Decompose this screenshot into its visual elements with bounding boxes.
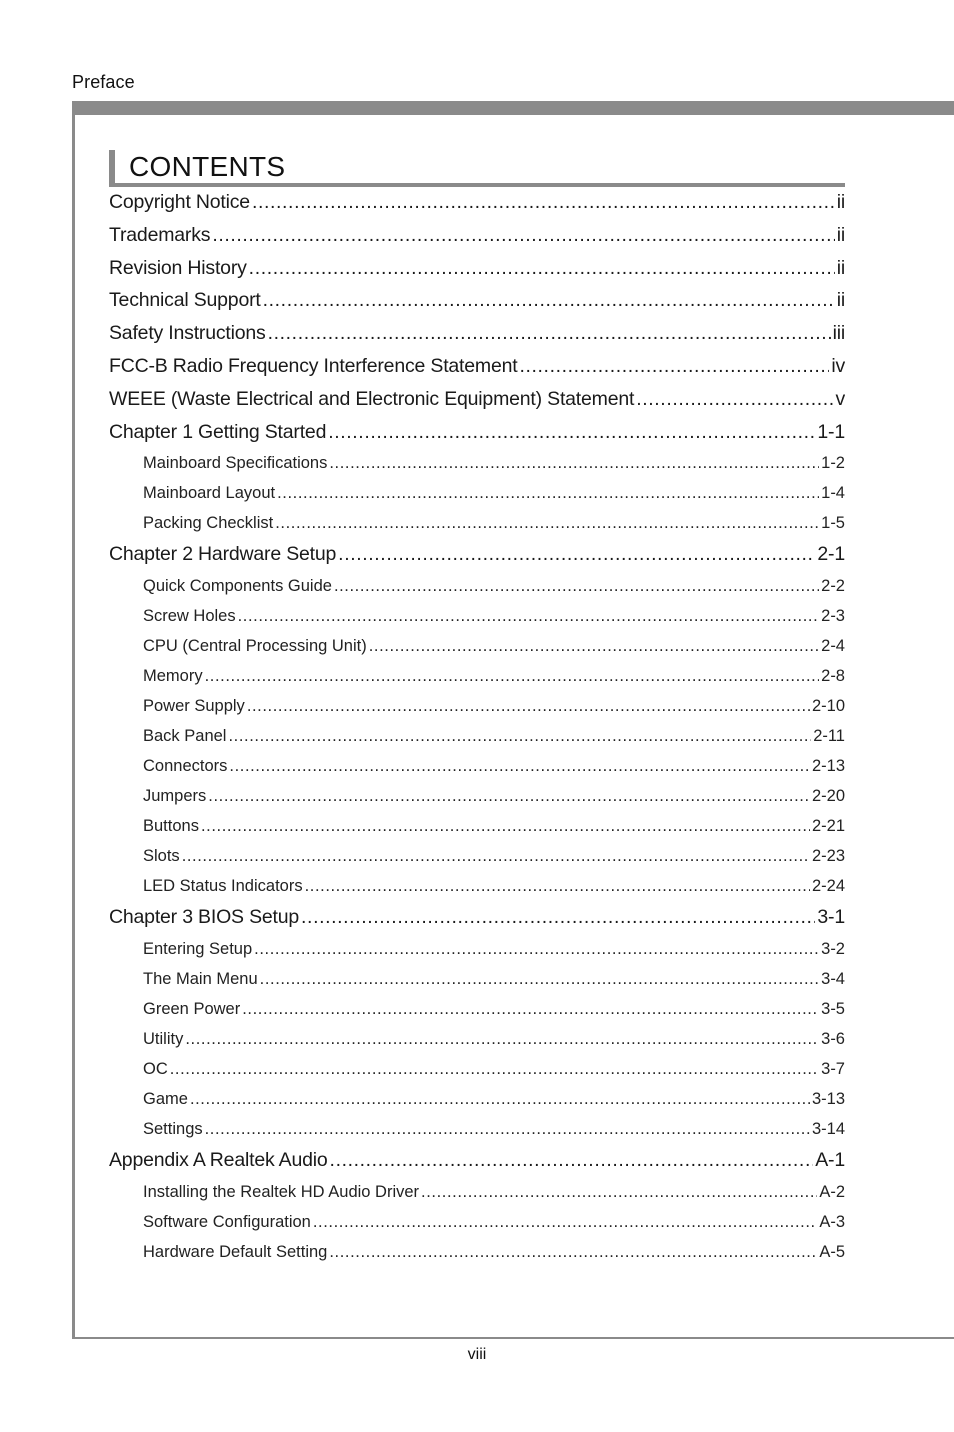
toc-entry-label: Chapter 3 BIOS Setup (109, 906, 300, 929)
dot-leader (305, 871, 810, 901)
header-rule (72, 101, 954, 115)
toc-chapter[interactable] (109, 538, 845, 571)
toc-entry-label: Connectors (143, 757, 228, 776)
dot-leader (329, 1237, 817, 1267)
contents-heading (109, 150, 845, 188)
dot-leader (242, 994, 819, 1024)
toc-subsection[interactable] (143, 721, 845, 751)
table-of-contents (109, 186, 845, 1267)
toc-entry-page: 2-11 (813, 727, 845, 746)
toc-entry-label: Green Power (143, 999, 241, 1018)
toc-subsection[interactable] (143, 571, 845, 601)
dot-leader (338, 538, 815, 571)
toc-chapter[interactable] (109, 901, 845, 934)
toc-entry-label: Revision History (109, 256, 247, 279)
dot-leader (249, 252, 835, 285)
toc-entry-label: Hardware Default Setting (143, 1242, 328, 1261)
toc-entry-page: A-5 (819, 1242, 845, 1261)
toc-entry-label: Mainboard Layout (143, 484, 276, 503)
toc-section[interactable] (109, 252, 845, 285)
toc-section[interactable] (109, 383, 845, 416)
toc-subsection[interactable] (143, 661, 845, 691)
toc-entry-page: 2-23 (811, 847, 845, 866)
toc-entry-page: 2-2 (821, 577, 845, 596)
page-title: CONTENTS (129, 151, 286, 182)
toc-entry-page: 2-21 (811, 817, 845, 836)
toc-section[interactable] (109, 317, 845, 350)
toc-entry-page: 3-5 (821, 999, 845, 1018)
toc-entry-page: 3-2 (821, 939, 845, 958)
dot-leader (369, 631, 819, 661)
toc-entry-label: Utility (143, 1029, 184, 1048)
toc-subsection[interactable] (143, 508, 845, 538)
dot-leader (328, 416, 815, 449)
toc-entry-label: Chapter 2 Hardware Setup (109, 543, 337, 566)
dot-leader (252, 186, 835, 219)
dot-leader (301, 901, 815, 934)
toc-entry-label: Packing Checklist (143, 514, 274, 533)
toc-entry-page: 2-4 (821, 637, 845, 656)
toc-subsection[interactable] (143, 1024, 845, 1054)
dot-leader (182, 841, 810, 871)
toc-entry-page: 2-13 (811, 757, 845, 776)
toc-subsection[interactable] (143, 478, 845, 508)
toc-entry-page: 1-1 (817, 420, 845, 443)
dot-leader (330, 1144, 814, 1177)
toc-entry-label: Screw Holes (143, 607, 236, 626)
toc-subsection[interactable] (143, 811, 845, 841)
toc-subsection[interactable] (143, 1084, 845, 1114)
toc-entry-page: 1-4 (821, 484, 845, 503)
toc-entry-page: ii (836, 223, 845, 246)
toc-subsection[interactable] (143, 934, 845, 964)
toc-subsection[interactable] (143, 601, 845, 631)
toc-entry-label: CPU (Central Processing Unit) (143, 637, 367, 656)
toc-entry-page: ii (836, 191, 845, 213)
toc-entry-label: Installing the Realtek HD Audio Driver (143, 1182, 420, 1201)
toc-entry-label: Slots (143, 847, 180, 866)
toc-subsection[interactable] (143, 691, 845, 721)
left-margin-rule (72, 101, 75, 1339)
page-number: viii (467, 1346, 487, 1363)
dot-leader (277, 478, 819, 508)
toc-section[interactable] (109, 284, 845, 317)
toc-entry-label: Jumpers (143, 787, 207, 806)
toc-subsection[interactable] (143, 1054, 845, 1084)
toc-subsection[interactable] (143, 631, 845, 661)
toc-subsection[interactable] (143, 448, 845, 478)
toc-entry-page: 3-6 (821, 1029, 845, 1048)
toc-entry-page: ii (836, 256, 845, 279)
dot-leader (254, 934, 819, 964)
dot-leader (185, 1024, 819, 1054)
toc-entry-page: iv (831, 354, 845, 377)
toc-entry-page: iii (832, 322, 845, 345)
toc-entry-page: 2-20 (811, 787, 845, 806)
toc-entry-label: Settings (143, 1119, 203, 1138)
dot-leader (421, 1177, 817, 1207)
dot-leader (313, 1207, 817, 1237)
toc-subsection[interactable] (143, 1114, 845, 1144)
toc-entry-label: Appendix A Realtek Audio (109, 1148, 328, 1171)
toc-entry-page: 3-7 (821, 1059, 845, 1078)
dot-leader (170, 1054, 819, 1084)
toc-entry-page: 2-10 (811, 697, 845, 716)
dot-leader (205, 661, 820, 691)
dot-leader (229, 751, 810, 781)
toc-entry-page: ii (836, 289, 845, 312)
toc-chapter[interactable] (109, 1144, 845, 1177)
toc-subsection[interactable] (143, 871, 845, 901)
footer-rule (72, 1337, 954, 1339)
toc-entry-label: Mainboard Specifications (143, 454, 328, 473)
toc-entry-label: LED Status Indicators (143, 877, 303, 896)
toc-entry-label: Power Supply (143, 697, 245, 716)
toc-section[interactable] (109, 186, 845, 219)
dot-leader (205, 1114, 810, 1144)
toc-entry-label: Memory (143, 667, 203, 686)
dot-leader (519, 350, 829, 383)
toc-entry-label: Chapter 1 Getting Started (109, 420, 327, 443)
toc-subsection[interactable] (143, 781, 845, 811)
toc-entry-page: 2-8 (821, 667, 845, 686)
dot-leader (208, 781, 810, 811)
toc-entry-label: Quick Components Guide (143, 577, 332, 596)
toc-entry-label: FCC-B Radio Frequency Interference Statement (109, 354, 518, 377)
toc-entry-label: Safety Instructions (109, 322, 266, 345)
toc-entry-label: Technical Support (109, 289, 261, 312)
toc-entry-page: A-1 (815, 1148, 845, 1171)
dot-leader (275, 508, 819, 538)
toc-entry-label: OC (143, 1059, 168, 1078)
toc-section[interactable] (109, 219, 845, 252)
toc-entry-page: A-2 (819, 1182, 845, 1201)
toc-entry-page: 3-14 (811, 1119, 845, 1138)
dot-leader (238, 601, 820, 631)
toc-entry-label: Back Panel (143, 727, 227, 746)
toc-entry-page: 3-1 (817, 906, 845, 929)
toc-entry-page: 1-2 (821, 454, 845, 473)
toc-entry-label: Trademarks (109, 223, 211, 246)
toc-entry-page: A-3 (819, 1212, 845, 1231)
toc-entry-page: 1-5 (821, 514, 845, 533)
toc-subsection[interactable] (143, 964, 845, 994)
toc-entry-page: 3-4 (821, 969, 845, 988)
toc-subsection[interactable] (143, 751, 845, 781)
toc-entry-label: Buttons (143, 817, 199, 836)
dot-leader (334, 571, 819, 601)
toc-subsection[interactable] (143, 1177, 845, 1207)
toc-entry-label: The Main Menu (143, 969, 258, 988)
dot-leader (263, 284, 835, 317)
dot-leader (636, 383, 833, 416)
dot-leader (228, 721, 811, 751)
toc-chapter[interactable] (109, 416, 845, 449)
dot-leader (212, 219, 834, 252)
dot-leader (260, 964, 820, 994)
toc-entry-page: 2-24 (811, 877, 845, 896)
toc-subsection[interactable] (143, 1237, 845, 1267)
toc-entry-label: Game (143, 1089, 188, 1108)
dot-leader (268, 317, 831, 350)
toc-subsection[interactable] (143, 1207, 845, 1237)
toc-entry-page: 2-3 (821, 607, 845, 626)
dot-leader (329, 448, 819, 478)
toc-subsection[interactable] (143, 841, 845, 871)
toc-section[interactable] (109, 350, 845, 383)
toc-entry-label: Software Configuration (143, 1212, 311, 1231)
dot-leader (190, 1084, 810, 1114)
toc-entry-label: WEEE (Waste Electrical and Electronic Equipment) Statement (109, 387, 635, 410)
dot-leader (247, 691, 810, 721)
toc-entry-page: v (835, 387, 845, 410)
heading-accent-bar (109, 150, 115, 184)
toc-entry-label: Entering Setup (143, 939, 253, 958)
dot-leader (201, 811, 810, 841)
toc-subsection[interactable] (143, 994, 845, 1024)
toc-entry-label: Copyright Notice (109, 191, 250, 213)
running-head: Preface (72, 72, 135, 92)
toc-entry-page: 3-13 (811, 1089, 845, 1108)
toc-entry-page: 2-1 (817, 543, 845, 566)
